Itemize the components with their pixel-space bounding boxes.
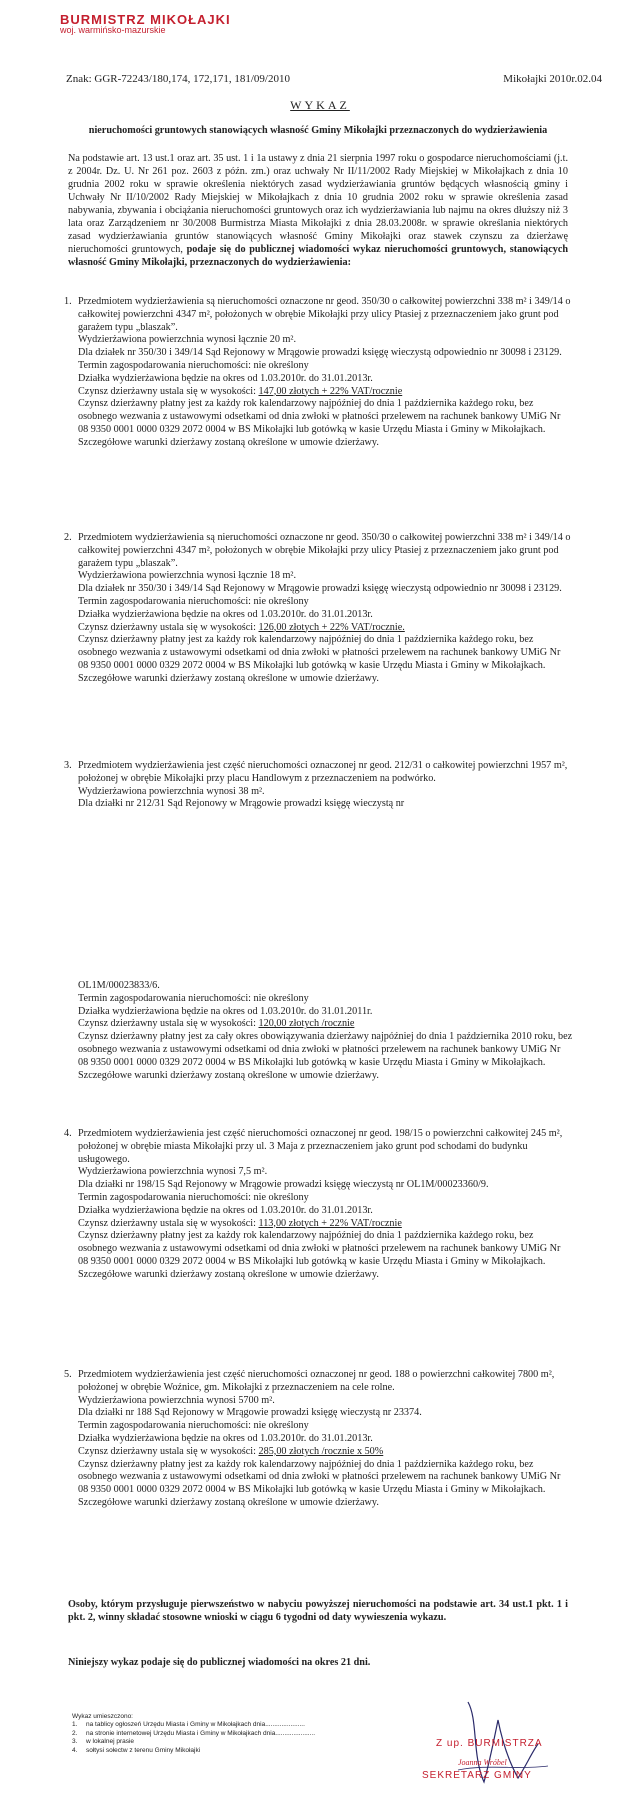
list-item-continued — [78, 980, 573, 1082]
item-registry-continued: OL1M/00023833/6. — [78, 980, 160, 991]
item-payment: Czynsz dzierżawny płatny jest za każdy rok kalendarzowy najpóźniej do dnia 1 października każdego roku, bez osobnego wezwania z ustawowymi odsetkami od dnia zwłoki w płatności przelewem na rachunek bankowy UMiG Nr 08 9350 0001 0000 0329 2072 0004 w BS Mikołajki lub gotówką w kasie Urzędu Miasta i Gminy w Mikołajkach. — [78, 634, 561, 671]
item-rent-value: 113,00 złotych + 22% VAT/rocznie — [258, 1217, 402, 1229]
item-area: Wydzierżawiona powierzchnia wynosi łącznie 18 m². — [78, 570, 296, 582]
item-rent-label: Czynsz dzierżawny ustala się w wysokości: — [78, 1018, 256, 1030]
item-area: Wydzierżawiona powierzchnia wynosi 5700 m². — [78, 1394, 275, 1406]
item-payment: Czynsz dzierżawny płatny jest za cały okres obowiązywania dzierżawy najpóźniej do dnia 1 października 2010 roku, bez osobnego wezwania z ustawowymi odsetkami od dnia zwłoki w płatności przelewem na rachunek bankowy UMiG Nr 08 9350 0001 0000 0329 2072 0004 w BS Mikołajki lub gotówką w kasie Urzędu Miasta i Gminy w Mikołajkach. — [78, 1031, 573, 1068]
item-registry: Dla działek nr 350/30 i 349/14 Sąd Rejonowy w Mrągowie prowadzi księgę wieczystą odpowiednio nr 30098 i 23129. — [78, 347, 562, 359]
item-rent-value: 126,00 złotych + 22% VAT/rocznie. — [258, 621, 405, 633]
item-number: 3. — [64, 760, 72, 771]
item-terms: Szczegółowe warunki dzierżawy zostaną określone w umowie dzierżawy. — [78, 672, 379, 684]
posting-list-text: sołtysi sołectw z terenu Gminy Mikołajki — [86, 1746, 201, 1754]
item-zoning: Termin zagospodarowania nieruchomości: nie określony — [78, 992, 309, 1004]
item-period: Działka wydzierżawiona będzie na okres od 1.03.2010r. do 31.01.2013r. — [78, 1432, 373, 1444]
item-area: Wydzierżawiona powierzchnia wynosi łącznie 20 m². — [78, 334, 296, 346]
document-date: Mikołajki 2010r.02.04 — [503, 73, 602, 85]
item-rent-value: 120,00 złotych /rocznie — [258, 1018, 355, 1030]
list-item — [64, 532, 573, 686]
item-payment: Czynsz dzierżawny płatny jest za każdy rok kalendarzowy najpóźniej do dnia 1 października każdego roku, bez osobnego wezwania z ustawowymi odsetkami od dnia zwłoki w płatności przelewem na rachunek bankowy UMiG Nr 08 9350 0001 0000 0329 2072 0004 w BS Mikołajki lub gotówką w kasie Urzędu Miasta i Gminy w Mikołajkach. — [78, 398, 561, 435]
item-period: Działka wydzierżawiona będzie na okres od 1.03.2010r. do 31.01.2011r. — [78, 1005, 373, 1017]
posting-list-text: na tablicy ogłoszeń Urzędu Miasta i Gminy w Mikołajkach dnia...................... — [86, 1721, 305, 1729]
item-period: Działka wydzierżawiona będzie na okres od 1.03.2010r. do 31.01.2013r. — [78, 372, 373, 384]
office-stamp-title: BURMISTRZ MIKOŁAJKI — [60, 12, 231, 27]
item-rent — [78, 1018, 573, 1031]
signature-stamp — [398, 1700, 578, 1790]
item-payment: Czynsz dzierżawny płatny jest za każdy rok kalendarzowy najpóźniej do dnia 1 października każdego roku, bez osobnego wezwania z ustawowymi odsetkami od dnia zwłoki w płatności przelewem na rachunek bankowy UMiG Nr 08 9350 0001 0000 0329 2072 0004 w BS Mikołajki lub gotówką w kasie Urzędu Miasta i Gminy w Mikołajkach. — [78, 1230, 561, 1267]
office-stamp-region: woj. warmińsko-mazurskie — [60, 25, 166, 35]
item-intro: Przedmiotem wydzierżawienia są nieruchomości oznaczone nr geod. 350/30 o całkowitej powierzchni 338 m² i 349/14 o całkowitej powierzchni 4347 m², położonych w obrębie Mikołajki przy ulicy Ptasiej z przeznaczeniem jako grunt pod garażem typu „blaszak”. — [78, 296, 571, 333]
item-rent — [78, 1218, 573, 1231]
posting-list-number: 4. — [72, 1746, 78, 1754]
item-rent — [78, 386, 573, 399]
posting-list — [72, 1713, 315, 1755]
item-intro: Przedmiotem wydzierżawienia jest część nieruchomości oznaczonej nr geod. 188 o powierzchni całkowitej 7800 m², położonej w obrębie Woźnice, gm. Mikołajki z przeznaczeniem na cele rolne. — [78, 1369, 555, 1393]
legal-basis — [68, 152, 568, 269]
list-item — [64, 1369, 573, 1510]
signature-stamp-line1: Z up. BURMISTRZA — [436, 1738, 543, 1749]
signature-stamp-line3: SEKRETARZ GMINY — [422, 1770, 532, 1781]
document-subtitle: nieruchomości gruntowych stanowiących własność Gminy Mikołajki przeznaczonych do wydzierżawienia — [88, 125, 548, 136]
item-rent-label: Czynsz dzierżawny ustala się w wysokości: — [78, 621, 256, 633]
posting-list-text: na stronie internetowej Urzędu Miasta i Gminy w Mikołajkach dnia...................... — [86, 1729, 316, 1737]
item-number: 2. — [64, 532, 72, 543]
item-terms: Szczegółowe warunki dzierżawy zostaną określone w umowie dzierżawy. — [78, 1069, 379, 1081]
publication-note: Niniejszy wykaz podaje się do publicznej wiadomości na okres 21 dni. — [68, 1657, 371, 1668]
list-item — [64, 296, 573, 450]
item-zoning: Termin zagospodarowania nieruchomości: nie określony — [78, 359, 309, 371]
item-registry: Dla działki nr 212/31 Sąd Rejonowy w Mrągowie prowadzi księgę wieczystą nr — [78, 798, 405, 810]
item-rent-label: Czynsz dzierżawny ustala się w wysokości: — [78, 1445, 256, 1457]
posting-list-number: 1. — [72, 1721, 78, 1729]
item-rent-value: 147,00 złotych + 22% VAT/rocznie — [258, 385, 403, 397]
posting-list-item — [72, 1721, 315, 1729]
legal-basis-text: Na podstawie art. 13 ust.1 oraz art. 35 ust. 1 i 1a ustawy z dnia 21 sierpnia 1997 roku o gospodarce nieruchomościami (j.t. z 2004r. Dz. U. Nr 261 poz. 2603 z późn. zm.) oraz uchwały Nr II/11/2002 Rady Miejskiej w Mikołajkach z dnia 10 grudnia 2002 roku w sprawie określenia niektórych zasad wydzierżawiania gruntów będących własnością gminy i Uchwały Nr II/10/2002 Rady Miejskiej w Mikołajkach z dnia 10 grudnia 2002 roku w sprawie określenia zasad nabywania, zbywania i obciążania nieruchomości gruntowych oraz ich wydzierżawiania lub najmu na okres dłuższy niż 3 lata oraz Zarządzeniem nr 30/2008 Burmistrza Miasta Mikołajki z dnia 28.03.2008r. w sprawie określania niektórych zasad wydzierżawiania gruntów stanowiących własność Gminy Mikołajki oraz stawek czynszu za dzierżawę nieruchomości gruntowych, — [68, 153, 568, 255]
reference-number: Znak: GGR-72243/180,174, 172,171, 181/09/2010 — [66, 73, 290, 85]
posting-list-heading: Wykaz umieszczono: — [72, 1713, 133, 1720]
item-rent — [78, 1446, 573, 1459]
item-terms: Szczegółowe warunki dzierżawy zostaną określone w umowie dzierżawy. — [78, 1496, 379, 1508]
item-period: Działka wydzierżawiona będzie na okres od 1.03.2010r. do 31.01.2013r. — [78, 608, 373, 620]
item-registry: Dla działki nr 188 Sąd Rejonowy w Mrągowie prowadzi księgę wieczystą nr 23374. — [78, 1407, 422, 1419]
item-registry: Dla działki nr 198/15 Sąd Rejonowy w Mrągowie prowadzi księgę wieczystą nr OL1M/00023360/9. — [78, 1179, 489, 1191]
posting-list-number: 2. — [72, 1729, 78, 1737]
item-number: 1. — [64, 296, 72, 307]
priority-note: Osoby, którym przysługuje pierwszeństwo w nabyciu powyższej nieruchomości na podstawie art. 34 ust.1 pkt. 1 i pkt. 2, winny składać stosowne wnioski w ciągu 6 tygodni od daty wywieszenia wykazu. — [68, 1599, 568, 1623]
item-terms: Szczegółowe warunki dzierżawy zostaną określone w umowie dzierżawy. — [78, 436, 379, 448]
item-intro: Przedmiotem wydzierżawienia są nieruchomości oznaczone nr geod. 350/30 o całkowitej powierzchni 338 m² i 349/14 o całkowitej powierzchni 4347 m², położonych w obrębie Mikołajki przy ulicy Ptasiej z przeznaczeniem jako grunt pod garażem typu „blaszak”. — [78, 532, 571, 569]
item-zoning: Termin zagospodarowania nieruchomości: nie określony — [78, 1191, 309, 1203]
posting-list-item — [72, 1730, 315, 1738]
item-registry: Dla działek nr 350/30 i 349/14 Sąd Rejonowy w Mrągowie prowadzi księgę wieczystą odpowiednio nr 30098 i 23129. — [78, 583, 562, 595]
item-zoning: Termin zagospodarowania nieruchomości: nie określony — [78, 1420, 309, 1432]
item-zoning: Termin zagospodarowania nieruchomości: nie określony — [78, 595, 309, 607]
posting-list-item — [72, 1738, 315, 1746]
item-payment: Czynsz dzierżawny płatny jest za każdy rok kalendarzowy najpóźniej do dnia 1 października każdego roku, bez osobnego wezwania z ustawowymi odsetkami od dnia zwłoki w płatności przelewem na rachunek bankowy UMiG Nr 08 9350 0001 0000 0329 2072 0004 w BS Mikołajki lub gotówką w kasie Urzędu Miasta i Gminy w Mikołajkach. — [78, 1458, 561, 1496]
item-intro: Przedmiotem wydzierżawienia jest część nieruchomości oznaczonej nr geod. 212/31 o całkowitej powierzchni 1957 m², położonej w obrębie Mikołajki przy placu Handlowym z przeznaczeniem na podwórko. — [78, 760, 568, 784]
posting-list-text: w lokalnej prasie — [86, 1738, 135, 1746]
item-area: Wydzierżawiona powierzchnia wynosi 7,5 m². — [78, 1166, 268, 1178]
item-area: Wydzierżawiona powierzchnia wynosi 38 m². — [78, 785, 265, 797]
item-intro: Przedmiotem wydzierżawienia jest część nieruchomości oznaczonej nr geod. 198/15 o powierzchni całkowitej 245 m², położonej w obrębie miasta Mikołajki przy ul. 3 Maja z przeznaczeniem jako grunt pod schodami do budynku usługowego. — [78, 1128, 563, 1165]
item-rent-label: Czynsz dzierżawny ustala się w wysokości: — [78, 1217, 256, 1229]
item-terms: Szczegółowe warunki dzierżawy zostaną określone w umowie dzierżawy. — [78, 1268, 379, 1280]
signature-stamp-line2: Joanna Wróbel — [458, 1758, 507, 1767]
posting-list-number: 3. — [72, 1738, 78, 1746]
list-item — [64, 1128, 573, 1282]
item-number: 5. — [64, 1369, 72, 1380]
item-rent-value: 285,00 złotych /rocznie x 50% — [258, 1445, 384, 1457]
office-stamp — [60, 12, 260, 35]
list-item — [64, 760, 573, 811]
document-title: WYKAZ — [290, 98, 350, 112]
posting-list-item — [72, 1747, 315, 1755]
item-rent — [78, 622, 573, 635]
item-number: 4. — [64, 1128, 72, 1139]
legal-basis-announcement: podaje się do publicznej wiadomości wykaz nieruchomości gruntowych, stanowiących własność Gminy Mikołajki, przeznaczonych do wydzierżawienia: — [68, 244, 569, 268]
item-period: Działka wydzierżawiona będzie na okres od 1.03.2010r. do 31.01.2013r. — [78, 1204, 373, 1216]
item-rent-label: Czynsz dzierżawny ustala się w wysokości: — [78, 385, 256, 397]
